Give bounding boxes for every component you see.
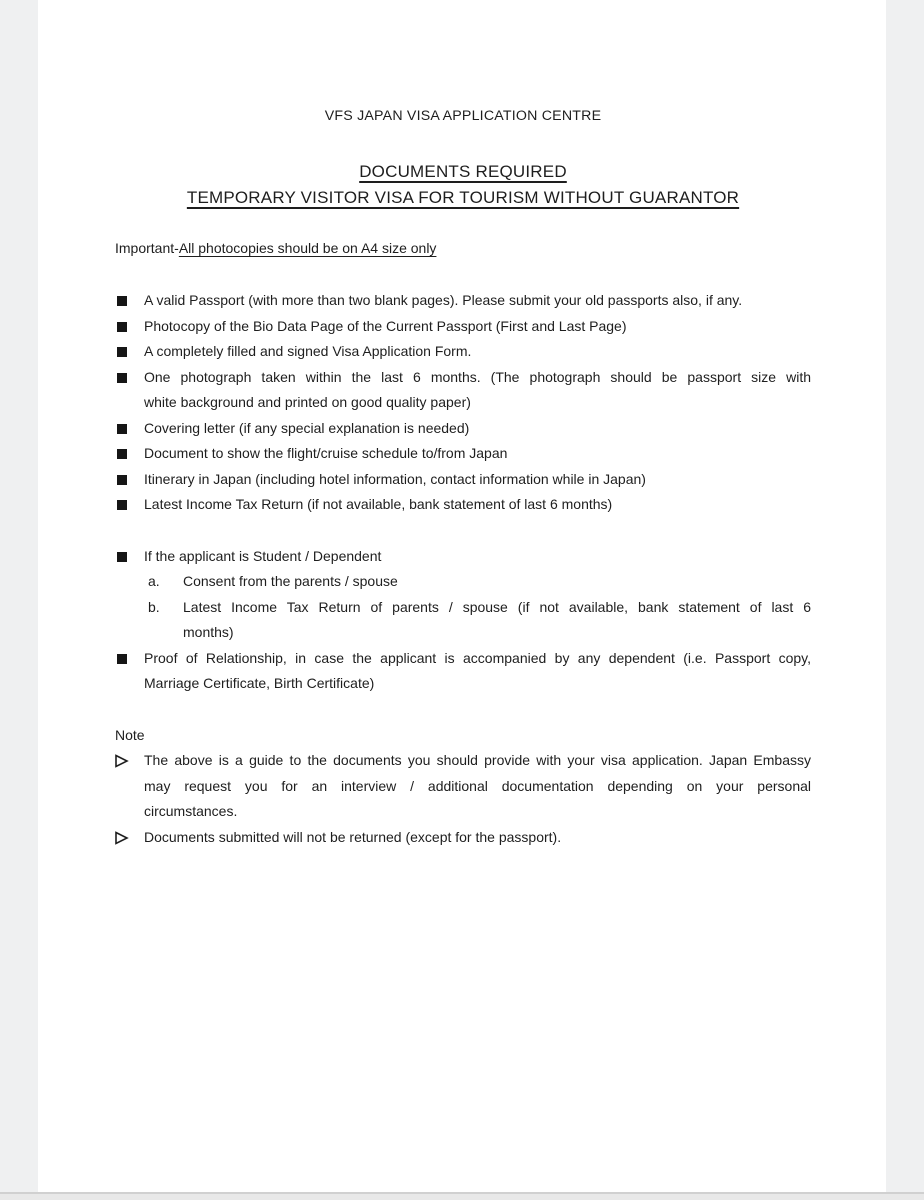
important-prefix: Important- bbox=[115, 240, 179, 256]
note-line: Documents submitted will not be returned (except for the passport). bbox=[144, 828, 562, 845]
square-bullet-icon bbox=[117, 322, 127, 332]
square-bullet-icon bbox=[117, 373, 127, 383]
arrowhead-right-icon bbox=[115, 831, 129, 845]
item-line: Photocopy of the Bio Data Page of the Current Passport (First and Last Page) bbox=[144, 317, 627, 334]
note-label: Note bbox=[115, 726, 145, 743]
square-bullet-icon bbox=[117, 654, 127, 664]
student-dependent-section bbox=[115, 544, 811, 697]
item-line: months) bbox=[183, 624, 234, 640]
checklist-item bbox=[115, 492, 811, 518]
checklist-item bbox=[115, 441, 811, 467]
item-line: Proof of Relationship, in case the applicant is accompanied by any dependent (i.e. Passport copy, bbox=[144, 649, 811, 666]
sub-item-label: a. bbox=[148, 573, 160, 589]
sub-item-b bbox=[115, 595, 811, 646]
checklist-item bbox=[115, 365, 811, 416]
note-item bbox=[115, 825, 811, 851]
checklist-item bbox=[115, 288, 811, 314]
centre-name: VFS JAPAN VISA APPLICATION CENTRE bbox=[324, 108, 602, 124]
item-line: Marriage Certificate, Birth Certificate) bbox=[144, 675, 375, 691]
square-bullet-icon bbox=[117, 475, 127, 485]
arrowhead-right-icon bbox=[115, 754, 129, 768]
item-line: If the applicant is Student / Dependent bbox=[144, 547, 382, 564]
doc-title-line1: DOCUMENTS REQUIRED bbox=[359, 162, 567, 181]
important-underlined-text: All photocopies should be on A4 size only bbox=[178, 240, 437, 256]
note-section bbox=[115, 723, 811, 851]
item-line: Consent from the parents / spouse bbox=[183, 573, 398, 589]
square-bullet-icon bbox=[117, 552, 127, 562]
sub-item-label: b. bbox=[148, 598, 160, 615]
note-item bbox=[115, 748, 811, 825]
item-line: Covering letter (if any special explanation is needed) bbox=[144, 419, 470, 436]
note-line: The above is a guide to the documents you should provide with your visa application. Japan Embassy bbox=[144, 752, 811, 768]
proof-of-relationship-item bbox=[115, 646, 811, 697]
square-bullet-icon bbox=[117, 449, 127, 459]
student-dependent-header-item bbox=[115, 544, 811, 570]
item-line: white background and printed on good quality paper) bbox=[144, 394, 471, 410]
left-page-margin bbox=[0, 0, 38, 1200]
note-line: may request you for an interview / additional documentation depending on your personal bbox=[144, 777, 811, 794]
checklist-item bbox=[115, 467, 811, 493]
item-line: A completely filled and signed Visa Application Form. bbox=[144, 343, 472, 359]
square-bullet-icon bbox=[117, 347, 127, 357]
checklist-item bbox=[115, 339, 811, 365]
document-page bbox=[115, 0, 811, 850]
item-line: Latest Income Tax Return (if not available, bank statement of last 6 months) bbox=[144, 496, 613, 512]
checklist-item bbox=[115, 314, 811, 340]
square-bullet-icon bbox=[117, 296, 127, 306]
square-bullet-icon bbox=[117, 424, 127, 434]
sub-item-a bbox=[115, 569, 811, 595]
checklist-item bbox=[115, 416, 811, 442]
document-title bbox=[115, 159, 811, 211]
note-line: circumstances. bbox=[144, 803, 238, 819]
doc-title-line2: TEMPORARY VISITOR VISA FOR TOURISM WITHOUT GUARANTOR bbox=[186, 188, 740, 207]
required-documents-list bbox=[115, 288, 811, 518]
page-bottom-edge-shadow bbox=[0, 1192, 924, 1200]
important-note bbox=[115, 238, 811, 258]
item-line: Itinerary in Japan (including hotel information, contact information while in Japan) bbox=[144, 470, 646, 487]
right-page-margin bbox=[886, 0, 924, 1200]
item-line: Document to show the flight/cruise schedule to/from Japan bbox=[144, 445, 508, 461]
item-line: A valid Passport (with more than two blank pages). Please submit your old passports also, if any. bbox=[144, 292, 743, 308]
item-line: One photograph taken within the last 6 months. (The photograph should be passport size with bbox=[144, 368, 811, 385]
item-line: Latest Income Tax Return of parents / spouse (if not available, bank statement of last 6 bbox=[183, 598, 811, 615]
square-bullet-icon bbox=[117, 500, 127, 510]
